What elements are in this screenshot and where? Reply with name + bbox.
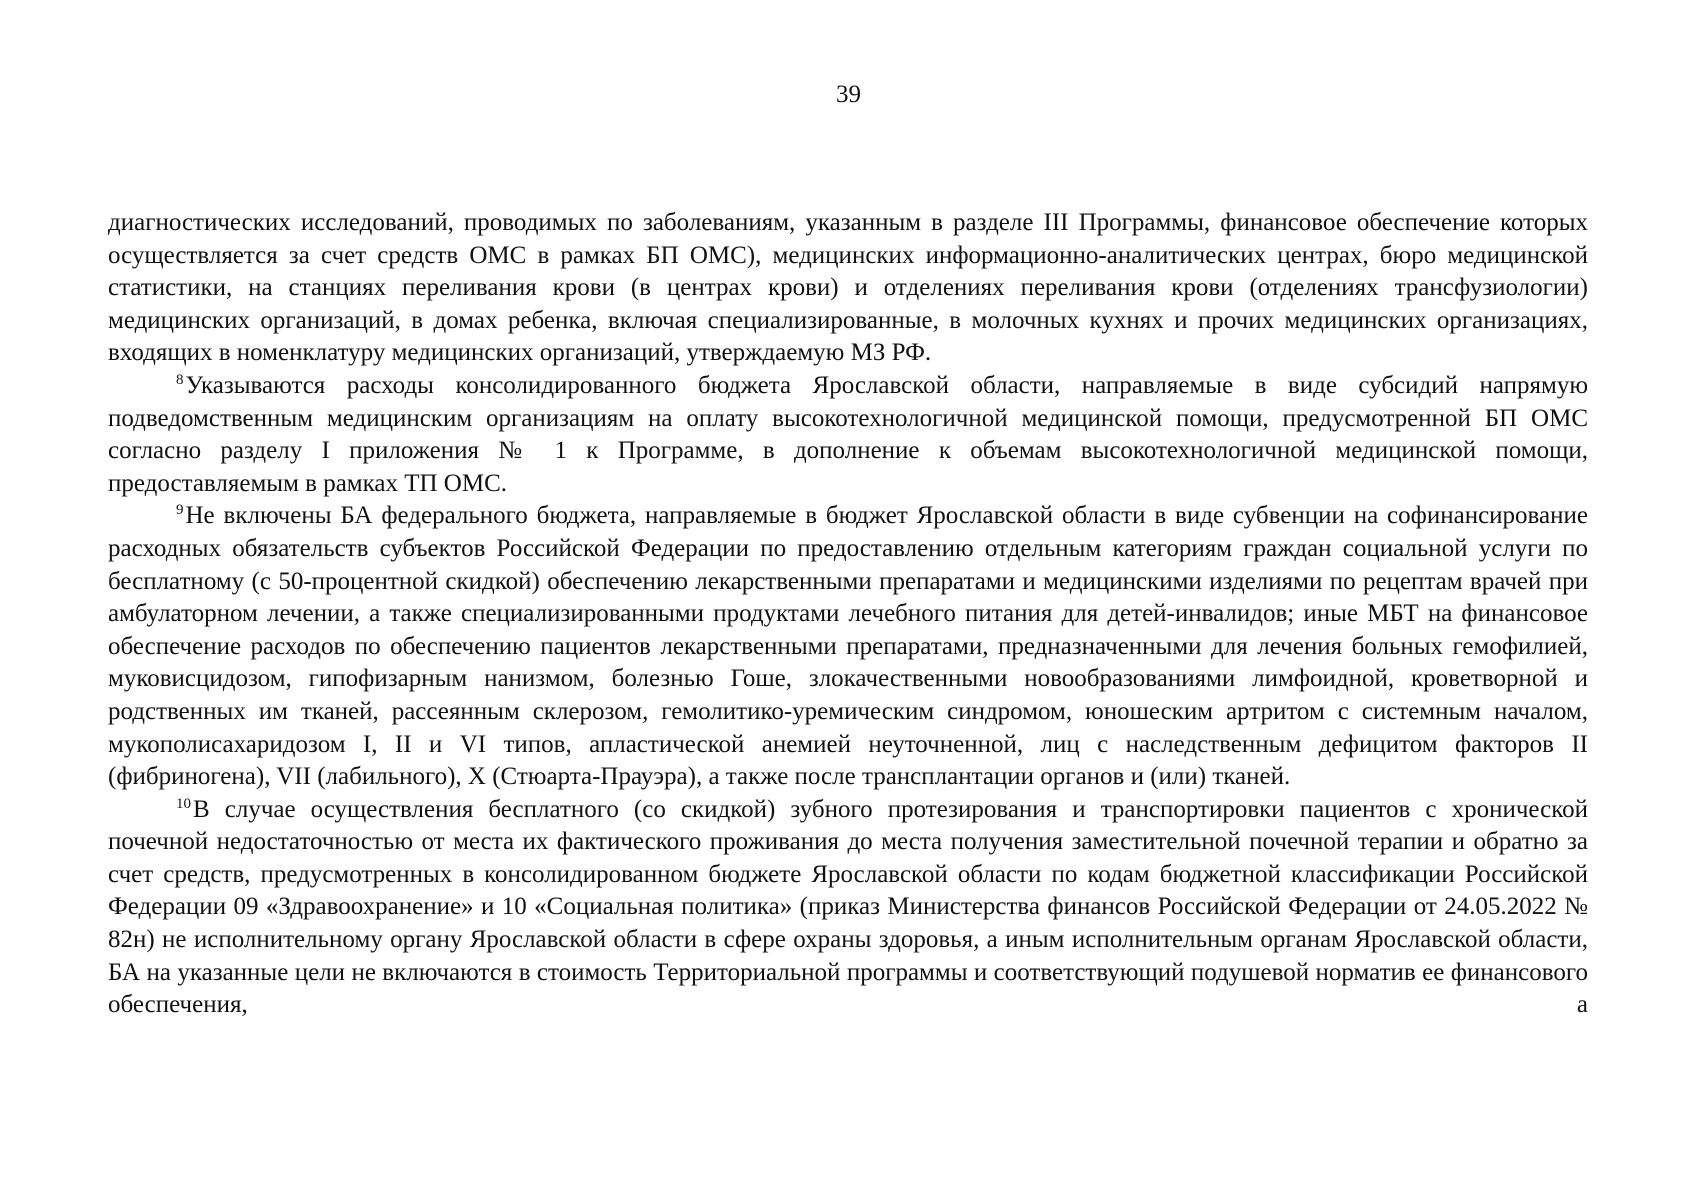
paragraph-continuation <box>108 207 1588 370</box>
footnote-8 <box>108 370 1588 500</box>
footnote-marker: 10 <box>176 795 191 812</box>
document-body <box>108 207 1588 1022</box>
footnote-marker: 8 <box>176 371 184 388</box>
page-number: 39 <box>836 81 861 108</box>
paragraph-text: диагностических исследований, проводимых по заболеваниям, указанным в разделе III Программы, финансовое обеспечение которых осуществляется за счет средств ОМС в рамках БП ОМС), медицинских информационно-аналитических центрах, бюро медицинской статистики, на станциях переливания крови (в центрах крови) и отделениях переливания крови (отделениях трансфузиологии) медицинских организаций, в домах ребенка, включая специализированные, в молочных кухнях и прочих медицинских организациях, входящих в номенклатуру медицинских организаций, утверждаемую МЗ РФ. <box>108 209 1588 367</box>
footnote-marker: 9 <box>176 502 184 519</box>
footnote-9 <box>108 500 1588 793</box>
footnote-text: Не включены БА федерального бюджета, направляемые в бюджет Ярославской области в виде субвенции на софинансирование расходных обязательств субъектов Российской Федерации по предоставлению отдельным категориям граждан социальной услуги по бесплатному (с 50-процентной скидкой) обеспечению лекарственными препаратами и медицинскими изделиями по рецептам врачей при амбулаторном лечении, а также специализированными продуктами лечебного питания для детей-инвалидов; иные МБТ на финансовое обеспечение расходов по обеспечению пациентов лекарственными препаратами, предназначенными для лечения больных гемофилией, муковисцидозом, гипофизарным нанизмом, болезнью Гоше, злокачественными новообразованиями лимфоидной, кроветворной и родственных им тканей, рассеянным склерозом, гемолитико-уремическим синдромом, юношеским артритом с системным началом, мукополисахаридозом I, II и VI типов, апластической анемией неуточненной, лиц с наследственным дефицитом факторов II (фибриногена), VII (лабильного), X (Стюарта-Прауэра), а также после трансплантации органов и (или) тканей. <box>108 502 1588 791</box>
footnote-text: В случае осуществления бесплатного (со скидкой) зубного протезирования и транспортировки пациентов с хронической почечной недостаточностью от места их фактического проживания до места получения заместительной почечной терапии и обратно за счет средств, предусмотренных в консолидированном бюджете Ярославской области по кодам бюджетной классификации Российской Федерации 09 «Здравоохранение» и 10 «Социальная политика» (приказ Министерства финансов Российской Федерации от 24.05.2022 № 82н) не исполнительному органу Ярославской области в сфере охраны здоровья, а иным исполнительным органам Ярославской области, БА на указанные цели не включаются в стоимость Территориальной программы и соответствующий подушевой норматив ее финансового обеспечения, а <box>108 795 1588 1019</box>
footnote-text: Указываются расходы консолидированного бюджета Ярославской области, направляемые в виде субсидий напрямую подведомственным медицинским организациям на оплату высокотехнологичной медицинской помощи, предусмотренной БП ОМС согласно разделу I приложения № 1 к Программе, в дополнение к объемам высокотехнологичной медицинской помощи, предоставляемым в рамках ТП ОМС. <box>108 371 1588 497</box>
footnote-10 <box>108 794 1588 1022</box>
